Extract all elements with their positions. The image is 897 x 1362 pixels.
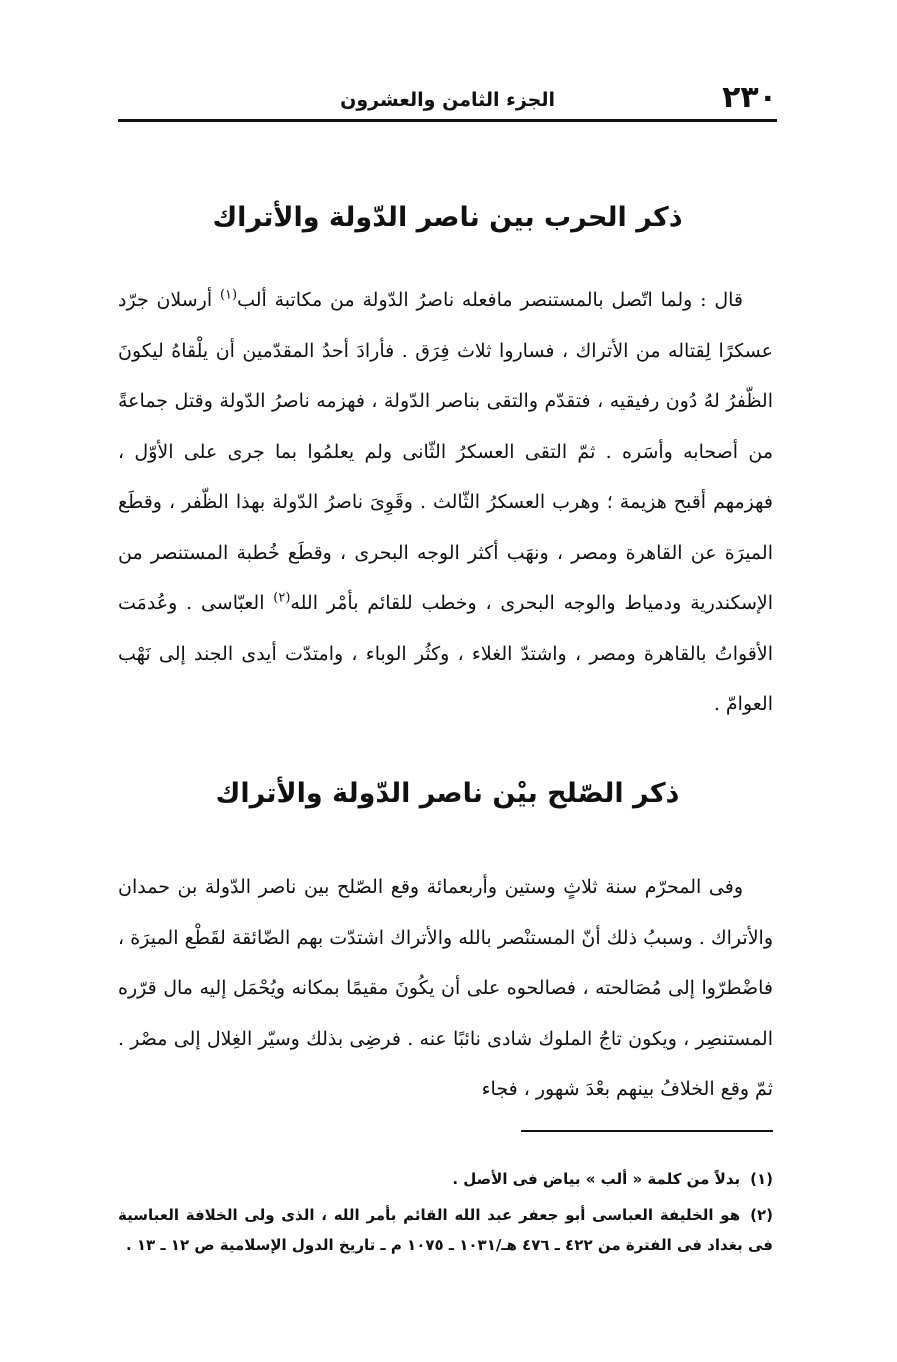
footnote-text: بدلاً من كلمة « ألب » بياض فى الأصل . [452,1170,741,1188]
section-body-war [118,275,773,730]
footnote-rule [521,1130,773,1132]
footnote-ref-2: (٢) [273,590,291,606]
running-title: الجزء الثامن والعشرون [340,89,555,111]
page-number: ٢٣٠ [722,80,777,115]
section-heading-peace: ذكر الصّلح بيْن ناصر الدّولة والأتراك [215,778,680,809]
header-rule [118,119,777,122]
footnote-number: (٢) [750,1206,773,1224]
running-header [118,80,777,120]
body-text: أرسلان جرّد عسكرًا لِقتاله من الأتراك ، فساروا ثلاث فِرَق . فأرادَ أحدُ المقدّمين أن يلْقاهُ ليكونَ الظّفرُ لهُ دُون رفيقيه ، فتقدّم والتقى بناصر الدّولة ، فهزمه ناصرُ الدّولة وقتل جماعةً من أصحابه وأسَره . ثمّ التقى العسكرُ الثّانى ولم يعلمُوا بما جرى على الأوّل ، فهزمهم أقبح هزيمة ؛ وهرب العسكرُ الثّالث . وقَوِىَ ناصرُ الدّولة بهذا الظّفر ، وقطَع الميرَة عن القاهرة ومصر ، ونهَب أكثر الوجه البحرى ، وقطَع خُطبة المستنصر من الإسكندرية ودمياط والوجه البحرى ، وخطب للقائم بأمْر الله [118,289,773,614]
footnote-2 [118,1200,773,1260]
footnote-number: (١) [750,1170,773,1188]
footnote-ref-1: (١) [219,287,238,303]
footnote-1 [118,1164,773,1194]
footnote-text: هو الخليفة العباسى أبو جعفر عبد الله القائم بأمر الله ، الذى ولى الخلافة العباسية فى بغداد فى الفترة من ٤٢٢ ـ ٤٧٦ هـ/١٠٣١ ـ ١٠٧٥ م ـ تاريخ الدول الإسلامية ص ١٢ ـ ١٣ . [118,1206,773,1254]
body-text: العبّاسى . وعُدمَت الأقواتُ بالقاهرة ومصر ، واشتدّ الغلاء ، وكثُر الوباء ، وامتدّت أيدى الجند إلى نَهْب العوامّ . [118,592,773,715]
section-body-peace [118,862,773,1115]
body-text: قال : ولما اتّصل بالمستنصر مافعله ناصرُ الدّولة من مكاتبة ألب [237,289,744,311]
body-text: وفى المحرّم سنة ثلاثٍ وستين وأربعمائة وقع الصّلح بين ناصر الدّولة بن حمدان والأتراك . وسببُ ذلك أنّ المستنْصر بالله والأتراك اشتدّت بهم الضّائقة لقَطْع الميرَة ، فاضْطرّوا إلى مُصَالحته ، فصالحوه على أن يكُونَ مقيمًا بمكانه ويُحْمَل إليه مال قرّره المستنصِر ، ويكون تاجُ الملوك شادى نائبًا عنه . فرضِى بذلك وسيّر الغِلال إلى مصْر . ثمّ وقع الخلافُ بينهم بعْدَ شهور ، فجاء [118,876,773,1100]
footnotes [118,1164,773,1266]
section-heading-war: ذكر الحرب بين ناصر الدّولة والأتراك [212,202,683,233]
